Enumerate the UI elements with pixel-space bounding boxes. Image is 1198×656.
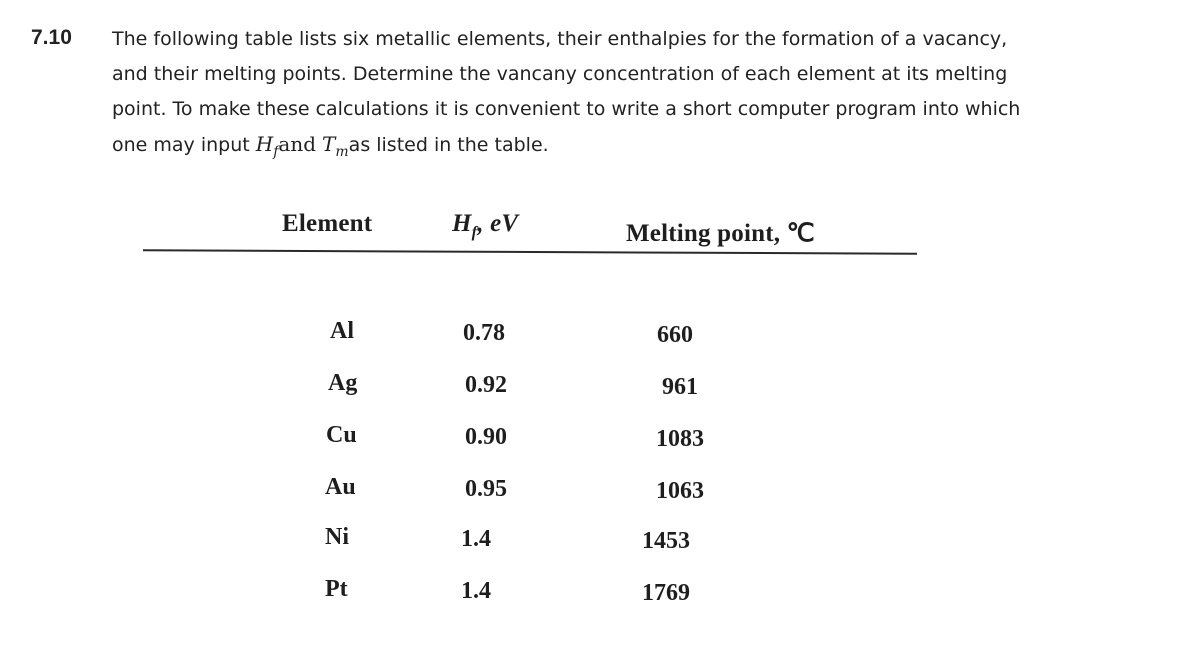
line4-suffix: as listed in the table. bbox=[348, 134, 549, 156]
problem-line-2: and their melting points. Determine the vancany concentration of each element at its melting bbox=[112, 63, 1008, 85]
header-hf-unit: , eV bbox=[477, 210, 519, 237]
header-hf-subscript: f bbox=[471, 224, 478, 241]
cell-element: Al bbox=[330, 318, 354, 344]
cell-element: Ag bbox=[328, 370, 358, 396]
problem-line-3: point. To make these calculations it is convenient to write a short computer program into which bbox=[112, 98, 1021, 120]
header-element: Element bbox=[282, 210, 373, 237]
cell-element: Pt bbox=[325, 576, 348, 602]
problem-number: 7.10 bbox=[31, 26, 72, 49]
header-hf-symbol: H bbox=[452, 210, 472, 237]
cell-melting: 1083 bbox=[656, 426, 704, 452]
cell-element: Cu bbox=[326, 422, 357, 448]
header-hf bbox=[452, 210, 518, 242]
hf-symbol: H bbox=[255, 132, 274, 156]
cell-melting: 1769 bbox=[642, 580, 690, 606]
problem-line-1: The following table lists six metallic elements, their enthalpies for the formation of a vacancy, bbox=[112, 28, 1008, 50]
cell-element: Au bbox=[325, 474, 356, 500]
cell-hf: 0.95 bbox=[465, 476, 507, 502]
line4-prefix: one may input bbox=[112, 134, 256, 156]
cell-element: Ni bbox=[325, 524, 349, 550]
cell-melting: 961 bbox=[662, 374, 698, 400]
hf-subscript: f bbox=[273, 143, 279, 160]
header-rule bbox=[143, 249, 917, 254]
cell-hf: 1.4 bbox=[461, 578, 491, 604]
tm-symbol: T bbox=[322, 132, 336, 156]
cell-melting: 660 bbox=[657, 322, 693, 348]
cell-hf: 0.92 bbox=[465, 372, 507, 398]
cell-melting: 1453 bbox=[642, 528, 690, 554]
tm-subscript: m bbox=[335, 143, 349, 160]
cell-melting: 1063 bbox=[656, 478, 704, 504]
cell-hf: 0.90 bbox=[465, 424, 507, 450]
and-word: and bbox=[278, 132, 316, 156]
header-melting-point: Melting point, ℃ bbox=[626, 220, 815, 247]
cell-hf: 1.4 bbox=[461, 526, 491, 552]
cell-hf: 0.78 bbox=[463, 320, 505, 346]
